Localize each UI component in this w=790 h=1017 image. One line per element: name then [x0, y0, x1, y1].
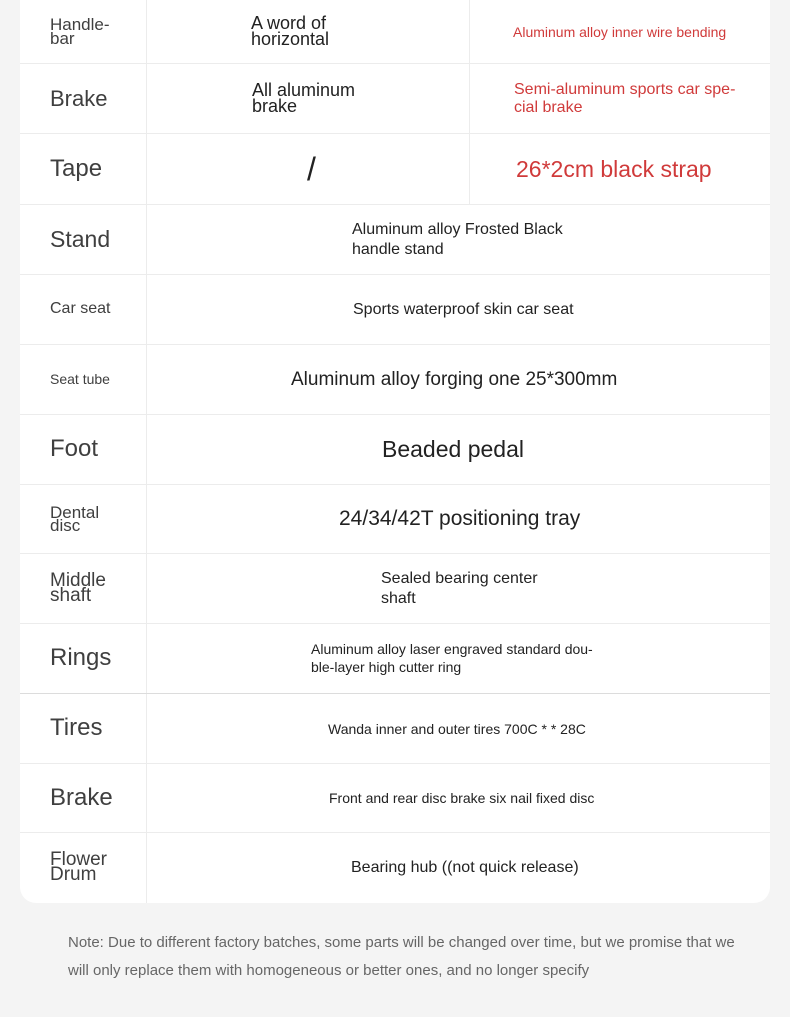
spec-label: Handle- bar	[20, 0, 147, 63]
spec-label: Tires	[20, 694, 147, 763]
spec-row-handlebar	[20, 0, 770, 64]
spec-label: Brake	[20, 64, 147, 133]
spec-row-disc-brake	[20, 764, 770, 833]
spec-value: Wanda inner and outer tires 700C * * 28C	[328, 720, 586, 737]
column-divider	[469, 64, 470, 133]
spec-row-dental-disc	[20, 485, 770, 554]
spec-label: Brake	[20, 764, 147, 832]
spec-value: Front and rear disc brake six nail fixed disc	[329, 790, 595, 806]
spec-value-standard: A word of horizontal	[251, 13, 330, 49]
spec-row-brake	[20, 64, 770, 134]
spec-value: 24/34/42T positioning tray	[339, 507, 581, 530]
spec-row-middle-shaft	[20, 554, 770, 624]
spec-row-foot	[20, 415, 770, 485]
spec-value-standard: /	[307, 150, 316, 187]
spec-label: Middle shaft	[20, 554, 147, 623]
column-divider	[469, 0, 470, 63]
spec-label: Foot	[20, 415, 147, 484]
spec-label: Stand	[20, 205, 147, 274]
spec-row-tape	[20, 134, 770, 205]
spec-value-upgrade: Semi-aluminum sports car spe- cial brake	[514, 80, 736, 116]
spec-label: Tape	[20, 134, 147, 204]
spec-row-rings	[20, 624, 770, 694]
footnote: Note: Due to different factory batches, some parts will be changed over time, but we promise that we will only replace them with homogeneous or better ones, and no longer specify	[68, 934, 735, 979]
spec-row-tires	[20, 694, 770, 764]
spec-row-seat-tube	[20, 345, 770, 415]
spec-value-upgrade: Aluminum alloy inner wire bending	[513, 23, 727, 40]
spec-label: Rings	[20, 624, 147, 693]
spec-label: Seat tube	[20, 345, 147, 414]
spec-row-flower-drum	[20, 833, 770, 903]
spec-table	[20, 0, 770, 903]
spec-row-car-seat	[20, 275, 770, 345]
spec-value-upgrade: 26*2cm black strap	[516, 155, 712, 182]
spec-value: Aluminum alloy laser engraved standard dou- ble-layer high cutter ring	[311, 641, 593, 675]
spec-value-standard: All aluminum brake	[252, 80, 356, 116]
spec-value: Aluminum alloy Frosted Black handle stand	[352, 221, 563, 258]
spec-row-stand	[20, 205, 770, 275]
spec-label: Flower Drum	[20, 833, 147, 903]
spec-value: Aluminum alloy forging one 25*300mm	[291, 368, 618, 390]
spec-label: Dental disc	[20, 485, 147, 553]
spec-value: Beaded pedal	[382, 436, 524, 462]
column-divider	[469, 134, 470, 204]
spec-label: Car seat	[20, 275, 147, 344]
spec-value: Sealed bearing center shaft	[381, 570, 538, 607]
spec-value: Bearing hub ((not quick release)	[351, 859, 579, 876]
spec-value: Sports waterproof skin car seat	[353, 300, 574, 318]
